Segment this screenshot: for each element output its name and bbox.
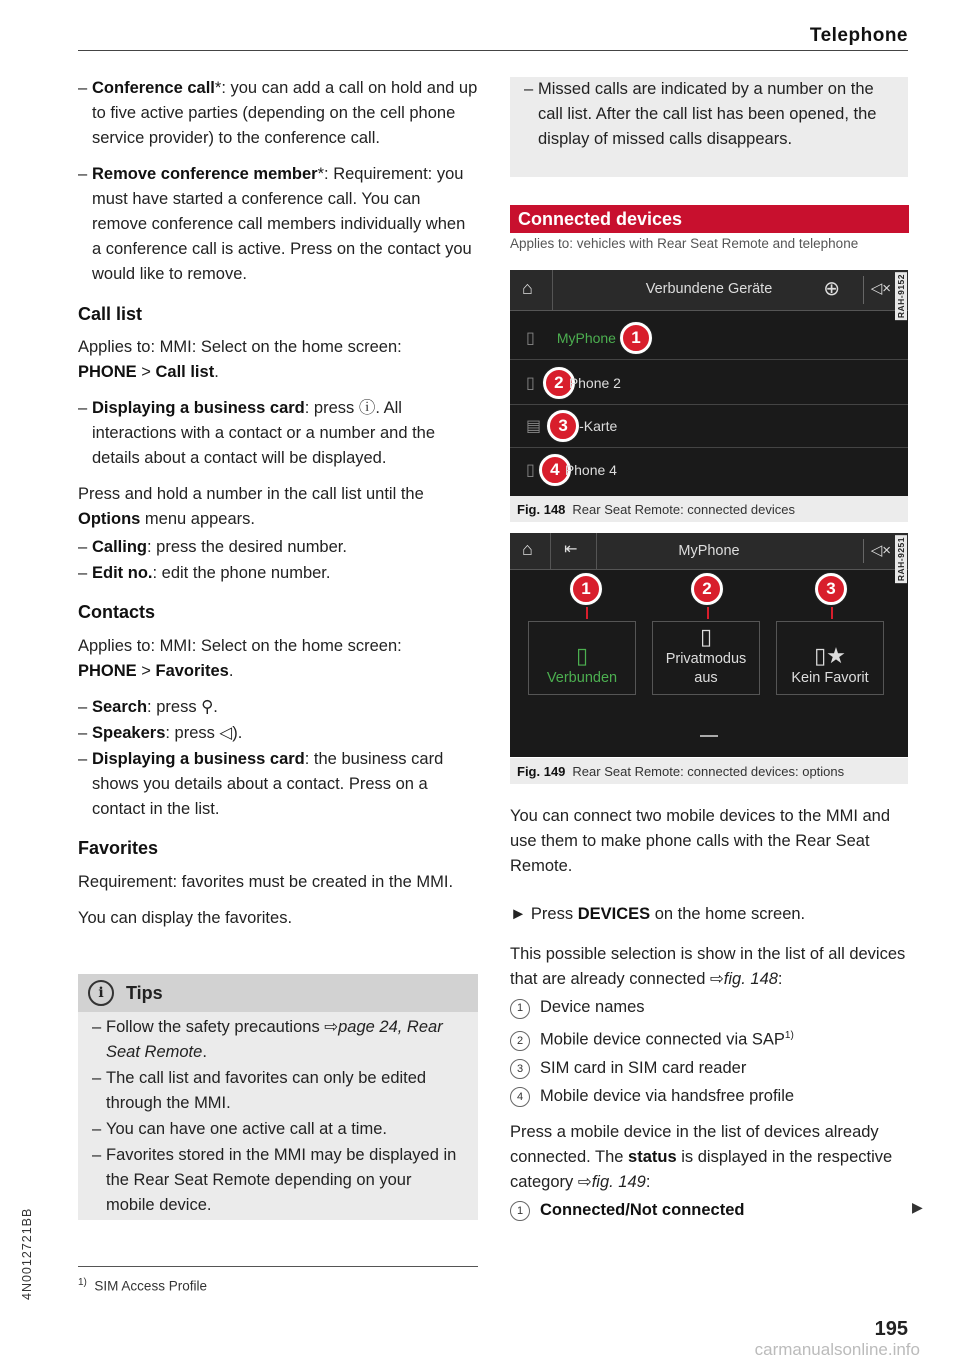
device-row: ▯ 4 Phone 4 (510, 449, 908, 491)
home-icon: ⌂ (522, 539, 533, 559)
watermark: carmanualsonline.info (754, 1340, 920, 1359)
tip-item: – You can have one active call at a time. (92, 1120, 387, 1138)
business-card-item: – Displaying a business card: press ⓘ. All interactions with a contact or a number and the details about a contact will be displayed. (78, 399, 436, 467)
callout-3: 3 (815, 573, 847, 605)
callout-3: 3 (547, 410, 579, 442)
section-title-bar: Connected devices (510, 205, 909, 233)
fig148-caption: Fig. 148 Rear Seat Remote: connected devices (510, 496, 908, 522)
callout-1: 1 (570, 573, 602, 605)
callout-4: 4 (539, 454, 571, 486)
contact-business-item: – Displaying a business card: the business card shows you details about a contact. Press on a contact in the list. (78, 750, 444, 818)
tip-item: – Follow the safety precautions ⇨page 24, Rear Seat Remote. (92, 1018, 443, 1061)
favorites-heading: Favorites (78, 838, 159, 858)
header-divider (78, 50, 908, 51)
home-icon: ⌂ (522, 278, 533, 298)
calling-item: – Calling: press the desired number. (78, 538, 347, 556)
favorite-star-icon: ▯★ (814, 643, 846, 668)
contacts-applies: Applies to: MMI: Select on the home screen: PHONE > Favorites. (78, 637, 402, 680)
mute-icon: ◁× (870, 542, 891, 559)
private-mode-tile[interactable]: ▯ Privatmodus aus (652, 621, 760, 695)
list-intro: This possible selection is show in the list of all devices that are already connected ⇨fig. 148: (510, 945, 906, 988)
device-row: ▯ MyPhone 1 (510, 317, 908, 360)
page-indicator (700, 735, 718, 737)
phone-icon: ▯ (526, 462, 535, 479)
mute-icon: ◁× (870, 280, 891, 297)
call-list-heading: Call list (78, 304, 143, 324)
connection-tile[interactable]: ▯ Verbunden (528, 621, 636, 695)
status-option: 1 Connected/Not connected (510, 1198, 910, 1223)
footnote: $^{1)}$ SIM Access Profile (78, 1277, 207, 1294)
ref-code: RAH-9152 (896, 274, 906, 319)
sim-card-icon: ▤ (526, 418, 542, 435)
fig149-screen (510, 533, 908, 757)
edit-item: – Edit no.: edit the phone number. (78, 564, 331, 582)
tip-item: – The call list and favorites can only be edited through the MMI. (92, 1069, 427, 1112)
favorite-tile[interactable]: ▯★ Kein Favorit (776, 621, 884, 695)
back-icon: ⇤ (564, 541, 578, 558)
ref-code: RAH-9251 (896, 537, 906, 582)
remove-member-item: – Remove conference member*: Requirement: you must have started a conference call. You can remove conference call members individually when a conference call is active. Press on the contact you would like to remove. (78, 165, 472, 283)
left-column (78, 76, 478, 931)
screen-title: Verbundene Geräte (645, 281, 773, 297)
footnote-divider (78, 1266, 478, 1267)
page-header-title: Telephone (809, 25, 908, 46)
callout-2: 2 (543, 367, 575, 399)
step-text: ► Press DEVICES on the home screen. (510, 905, 806, 923)
device-row: ▯ 2 Phone 2 (510, 362, 908, 405)
legend-item: 3 SIM card in SIM card reader (510, 1056, 910, 1081)
section-applies: Applies to: vehicles with Rear Seat Remote and telephone (510, 236, 859, 251)
status-text: Press a mobile device in the list of devices already connected. The status is displayed in the respective category ⇨fig. 149: (510, 1122, 893, 1191)
screen-topbar (510, 533, 908, 570)
press-hold-text: Press and hold a number in the call list until the Options menu appears. (78, 485, 424, 528)
missed-calls-box: – Missed calls are indicated by a number on the call list. After the call list has been opened, the display of missed calls disappears. (510, 77, 908, 177)
search-item: – Search: press ⚲. (78, 698, 218, 716)
fig149-caption: Fig. 149 Rear Seat Remote: connected devices: options (510, 758, 908, 784)
legend-item: 1 Device names (510, 995, 910, 1020)
add-icon: ⊕ (823, 278, 840, 300)
legend-item: 2 Mobile device connected via SAP$^{1)}$ (510, 1023, 910, 1053)
search-icon: ⚲ (201, 698, 214, 716)
phone-sap-icon: ▯ (526, 375, 535, 392)
fig148-screen (510, 270, 908, 496)
legend-item: 4 Mobile device via handsfree profile (510, 1084, 910, 1109)
phone-icon: ▯ (526, 330, 535, 347)
speaker-icon: ◁) (219, 724, 238, 742)
favorites-display: You can display the favorites. (78, 909, 293, 927)
callout-2: 2 (691, 573, 723, 605)
tips-header: i Tips (78, 974, 478, 1012)
info-icon: i (88, 980, 114, 1006)
intro-text: You can connect two mobile devices to the MMI and use them to make phone calls with the Rear Seat Remote. (510, 807, 891, 875)
bluetooth-phone-icon: ▯ (575, 643, 589, 668)
contacts-heading: Contacts (78, 602, 156, 622)
call-list-applies: Applies to: MMI: Select on the home screen: PHONE > Call list. (78, 338, 402, 381)
page-number: 195 (874, 1318, 908, 1340)
continue-arrow-icon: ▶ (912, 1199, 923, 1215)
speakers-item: – Speakers: press ◁). (78, 724, 243, 742)
screen-topbar (510, 270, 908, 311)
tip-item: – Favorites stored in the MMI may be displayed in the Rear Seat Remote depending on your mobile device. (92, 1146, 457, 1214)
conference-call-item: – Conference call*: you can add a call on hold and up to five active parties (depending on the cell phone service provider) to the conference call. (78, 79, 478, 147)
device-row: ▤ 3 -Karte (510, 405, 908, 448)
right-column-text (510, 804, 910, 1223)
info-icon: ⓘ (358, 399, 376, 417)
private-mode-icon: ▯ (699, 624, 713, 649)
favorites-requirement: Requirement: favorites must be created in the MMI. (78, 873, 454, 891)
document-code: 4N0012721BB (20, 1207, 34, 1300)
tips-box (78, 974, 478, 1220)
screen-title: MyPhone (678, 543, 740, 559)
callout-1: 1 (620, 322, 652, 354)
